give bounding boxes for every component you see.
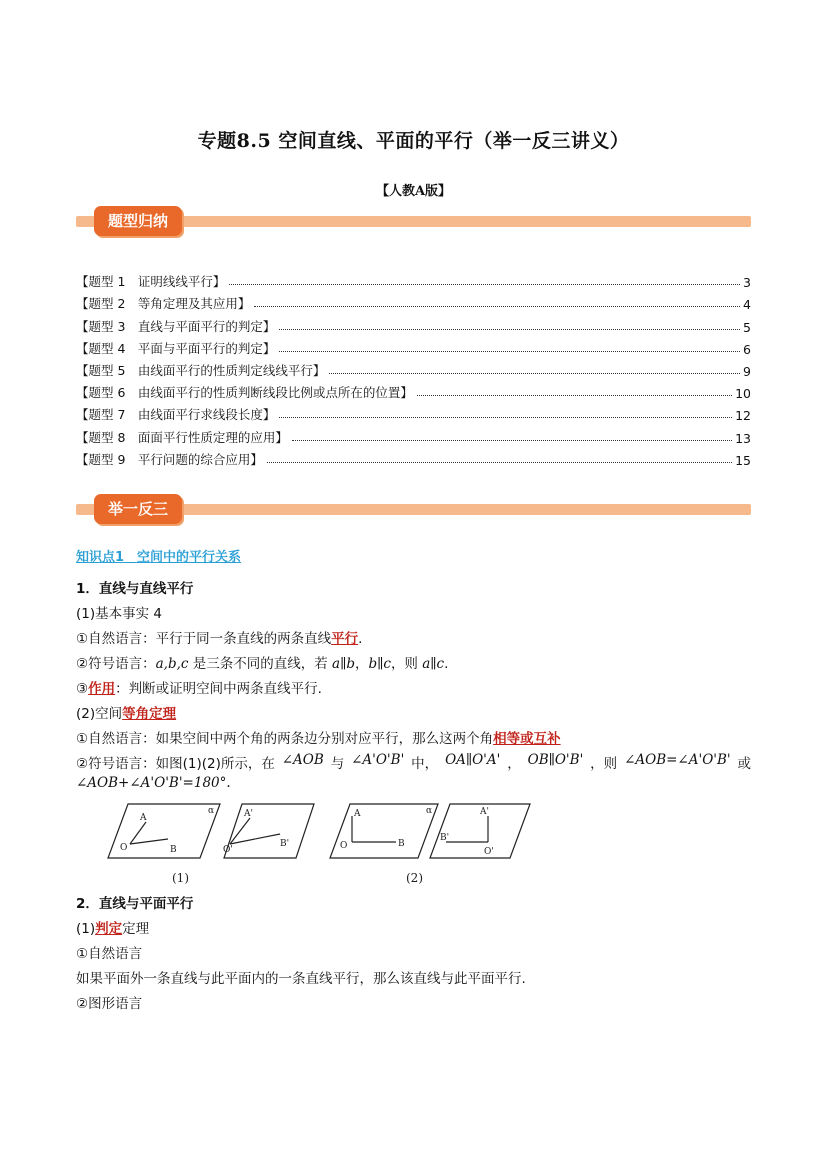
toc-leader [292, 440, 732, 441]
toc-item[interactable] [76, 335, 751, 357]
text: ②符号语言： [76, 656, 156, 672]
text: ①自然语言：如果空间中两个角的两条边分别对应平行，那么这两个角 [76, 731, 494, 747]
toc-label: 【题型 4 平面与平面平行的判定】 [76, 340, 276, 356]
text: ， [354, 656, 369, 672]
point-label: O' [484, 847, 494, 857]
math: OA∥O'A' [445, 752, 501, 768]
toc-page: 13 [735, 430, 751, 446]
toc-page: 6 [743, 341, 751, 357]
toc-item[interactable] [76, 379, 751, 401]
point-label: B' [440, 833, 450, 843]
toc-label: 【题型 9 平行问题的综合应用】 [76, 451, 263, 467]
figure-caption-2: (2) [406, 871, 423, 885]
math: OB∥O'B' [527, 752, 584, 768]
math: ∠A'O'B' [351, 752, 405, 768]
keyword: 作用 [88, 681, 116, 697]
point-label: B [170, 845, 177, 855]
toc-item[interactable] [76, 357, 751, 379]
judge-theorem [76, 917, 149, 937]
toc-item[interactable] [76, 268, 751, 290]
text: ，则 [590, 756, 618, 772]
natural-language-3: ①自然语言 [76, 946, 143, 962]
toc-leader [267, 462, 732, 463]
knowledge-point-heading: 知识点1 空间中的平行关系 [76, 550, 242, 565]
toc-item[interactable] [76, 401, 751, 423]
equal-angle-theorem [76, 702, 176, 722]
plane-2 [224, 804, 314, 858]
keyword: 等角定理 [122, 706, 177, 722]
symbol-language-2 [76, 752, 751, 772]
text: ：判断或证明空间中两条直线平行. [115, 681, 322, 697]
toc-page: 12 [735, 408, 751, 424]
math: ∠AOB=∠A'O'B' [624, 752, 731, 768]
toc-leader [279, 417, 732, 418]
math: a∥c [422, 656, 445, 672]
text: 中， [411, 756, 439, 772]
text: ③ [76, 681, 89, 697]
toc-label: 【题型 3 直线与平面平行的判定】 [76, 318, 276, 334]
equal-angle-figures [100, 800, 540, 890]
toc-leader [329, 373, 740, 374]
text: (2)空间 [76, 706, 123, 722]
math: a∥b [332, 656, 355, 672]
toc-item[interactable] [76, 290, 751, 312]
graphic-language: ②图形语言 [76, 996, 143, 1012]
table-of-contents [76, 268, 751, 468]
ray-ob-2 [230, 834, 280, 844]
point-label: A [354, 809, 361, 819]
point-label: B' [280, 839, 290, 849]
toc-page: 3 [743, 275, 751, 291]
text: 定理 [122, 921, 150, 937]
point-label: B [398, 839, 405, 849]
toc-label: 【题型 2 等角定理及其应用】 [76, 296, 251, 312]
section-label-practice: 举一反三 [94, 494, 182, 524]
toc-page: 9 [743, 363, 751, 379]
natural-language-2 [76, 727, 561, 747]
point-label: O' [223, 845, 233, 855]
toc-leader [279, 351, 740, 352]
toc-leader [254, 306, 740, 307]
toc-page: 10 [735, 386, 751, 402]
text: ②符号语言：如图(1)(2)所示，在 [76, 756, 275, 772]
text: (1) [76, 921, 96, 937]
edition-label: 【人教A版】 [375, 184, 452, 199]
toc-leader [279, 329, 740, 330]
ray-oa-1 [130, 822, 146, 844]
keyword: 相等 [493, 731, 521, 747]
toc-item[interactable] [76, 446, 751, 468]
text: 是三条不同的直线，若 [188, 656, 333, 672]
toc-label: 【题型 7 由线面平行求线段长度】 [76, 407, 276, 423]
toc-page: 4 [743, 297, 751, 313]
text: 或 [737, 756, 751, 772]
text: ， [507, 756, 521, 772]
toc-label: 【题型 5 由线面平行的性质判定线线平行】 [76, 362, 326, 378]
toc-leader [229, 284, 740, 285]
toc-item[interactable] [76, 423, 751, 445]
text: 与 [330, 756, 345, 772]
toc-label: 【题型 6 由线面平行的性质判断线段比例或点所在的位置】 [76, 385, 413, 401]
text: ①自然语言：平行于同一条直线的两条直线 [76, 631, 332, 647]
symbol-language-1 [76, 652, 448, 672]
plane-label: α [208, 806, 215, 816]
usage-line [76, 677, 322, 697]
page-title: 专题8.5 空间直线、平面的平行（举一反三讲义） [197, 130, 630, 152]
point-label: A [140, 813, 147, 823]
symbol-language-2-cont: ∠AOB+∠A'O'B'=180°. [76, 775, 231, 791]
toc-label: 【题型 8 面面平行性质定理的应用】 [76, 429, 288, 445]
text: . [444, 656, 449, 672]
point-label: O [120, 843, 128, 853]
keyword: 互补 [533, 731, 561, 747]
plane-label: α [426, 806, 433, 816]
point-label: A' [244, 809, 253, 819]
subheading-line-plane: 2．直线与平面平行 [76, 896, 194, 912]
figure-caption-1: (1) [172, 871, 189, 885]
math: ∠AOB [281, 752, 324, 768]
toc-item[interactable] [76, 312, 751, 334]
math: b∥c [368, 656, 391, 672]
natural-language-3-text: 如果平面外一条直线与此平面内的一条直线平行，那么该直线与此平面平行. [76, 971, 526, 987]
toc-leader [417, 395, 732, 396]
section-label-summary: 题型归纳 [94, 206, 182, 236]
ray-ob-1 [130, 839, 168, 844]
keyword: 或 [520, 731, 534, 747]
text: . [358, 631, 363, 647]
math: a,b,c [155, 656, 189, 672]
point-label: A' [480, 807, 489, 817]
basic-fact: (1)基本事实 4 [76, 606, 163, 622]
keyword: 判定 [95, 921, 123, 937]
subheading-line-line: 1．直线与直线平行 [76, 581, 194, 597]
toc-page: 5 [743, 319, 751, 335]
text: ，则 [390, 656, 423, 672]
keyword: 平行 [331, 631, 359, 647]
toc-label: 【题型 1 证明线线平行】 [76, 274, 226, 290]
toc-page: 15 [735, 452, 751, 468]
point-label: O [340, 841, 348, 851]
natural-language-1 [76, 627, 362, 647]
